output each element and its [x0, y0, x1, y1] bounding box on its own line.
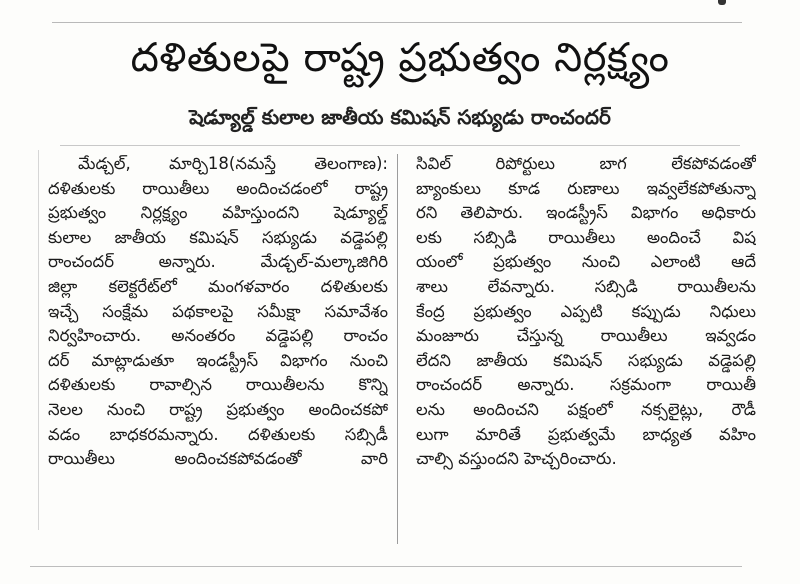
right-column-line: బ్యాంకులు కూడ రుణాలు ఇవ్వలేకపోతున్నా: [416, 178, 756, 198]
right-column-line: రని తెలిపారు. ఇండస్ట్రీస్ విభాగం అధికారు: [416, 203, 756, 223]
left-column-line: ఇచ్చే సంక్షేమ పథకాలపై సమీక్షా సమావేశం: [48, 301, 388, 321]
right-column-line: లకు సబ్సిడి రాయితీలు అందించే విష: [416, 227, 756, 247]
right-column-line: కేంద్ర ప్రభుత్వం ఎప్పటి కప్పుడు నిధులు: [416, 301, 756, 321]
left-margin-line: [38, 150, 39, 530]
article-body-left-column: [48, 152, 388, 472]
left-column-line: ప్రభుత్వం నిర్లక్ష్యం వహిస్తుందని షెడ్యూల్డ్: [48, 203, 388, 223]
subheadline-divider: [60, 145, 740, 146]
right-column-line: యంలో ప్రభుత్వం నుంచి ఎలాంటి ఆదే: [416, 252, 756, 272]
right-column-line: రాంచందర్ అన్నారు. సక్రమంగా రాయితీ: [416, 375, 756, 395]
left-column-line: రాంచందర్ అన్నారు. మేడ్చల్-మల్కాజిగిరి: [48, 252, 388, 272]
left-column-line: కులాల జాతీయ కమిషన్ సభ్యుడు వడ్డెపల్లి: [48, 227, 388, 247]
right-column-line: లను అందించని పక్షంలో నక్సలైట్లు, రౌడీ: [416, 399, 756, 419]
article-subheadline: షెడ్యూల్డ్ కులాల జాతీయ కమిషన్ సభ్యుడు రాంచందర్: [189, 105, 611, 129]
right-column-line: శాలు లేవన్నారు. సబ్సిడి రాయితీలను: [416, 276, 756, 296]
left-column-line: నిర్వహించారు. అనంతరం వడ్డెపల్లి రాంచం: [48, 326, 388, 346]
right-column-line: మంజూరు చేస్తున్న రాయితీలు ఇవ్వడం: [416, 326, 756, 346]
left-column-line: రాయితీలు అందించకపోవడంతో వారి: [48, 449, 388, 469]
page-edge-mark: [718, 0, 726, 5]
left-column-line: దళితులకు రావాల్సిన రాయితీలను కొన్ని: [48, 375, 388, 395]
right-column-line: లేదని జాతీయ కమిషన్ సభ్యుడు వడ్డెపల్లి: [416, 350, 756, 370]
bottom-divider: [30, 566, 742, 567]
left-column-line: దళితులకు రాయితీలు అందించడంలో రాష్ట్ర: [48, 178, 388, 198]
article-headline: దళితులపై రాష్ట్ర ప్రభుత్వం నిర్లక్ష్యం: [130, 35, 670, 81]
right-column-line: సివిల్ రిపోర్టులు బాగ లేకపోవడంతో: [416, 154, 756, 173]
left-column-line: జిల్లా కలెక్టరేట్‌లో మంగళవారం దళితులకు: [48, 276, 388, 296]
left-column-line: మేడ్చల్, మార్చి18(నమస్తే తెలంగాణ):: [78, 154, 388, 173]
right-column-line: లుగా మారితే ప్రభుత్వమే బాధ్యత వహిం: [416, 424, 756, 444]
left-column-line: నెలల నుంచి రాష్ట్ర ప్రభుత్వం అందించకపో: [48, 399, 388, 419]
left-column-line: దర్ మాట్లాడుతూ ఇండస్ట్రీస్ విభాగం నుంచి: [48, 350, 388, 370]
column-divider: [397, 154, 398, 544]
top-divider: [52, 22, 742, 23]
right-column-line: చాల్సి వస్తుందని హెచ్చరించారు.: [416, 449, 617, 469]
left-column-line: వడం బాధకరమన్నారు. దళితులకు సబ్సిడీ: [48, 424, 388, 444]
article-body-right-column: [416, 152, 756, 472]
